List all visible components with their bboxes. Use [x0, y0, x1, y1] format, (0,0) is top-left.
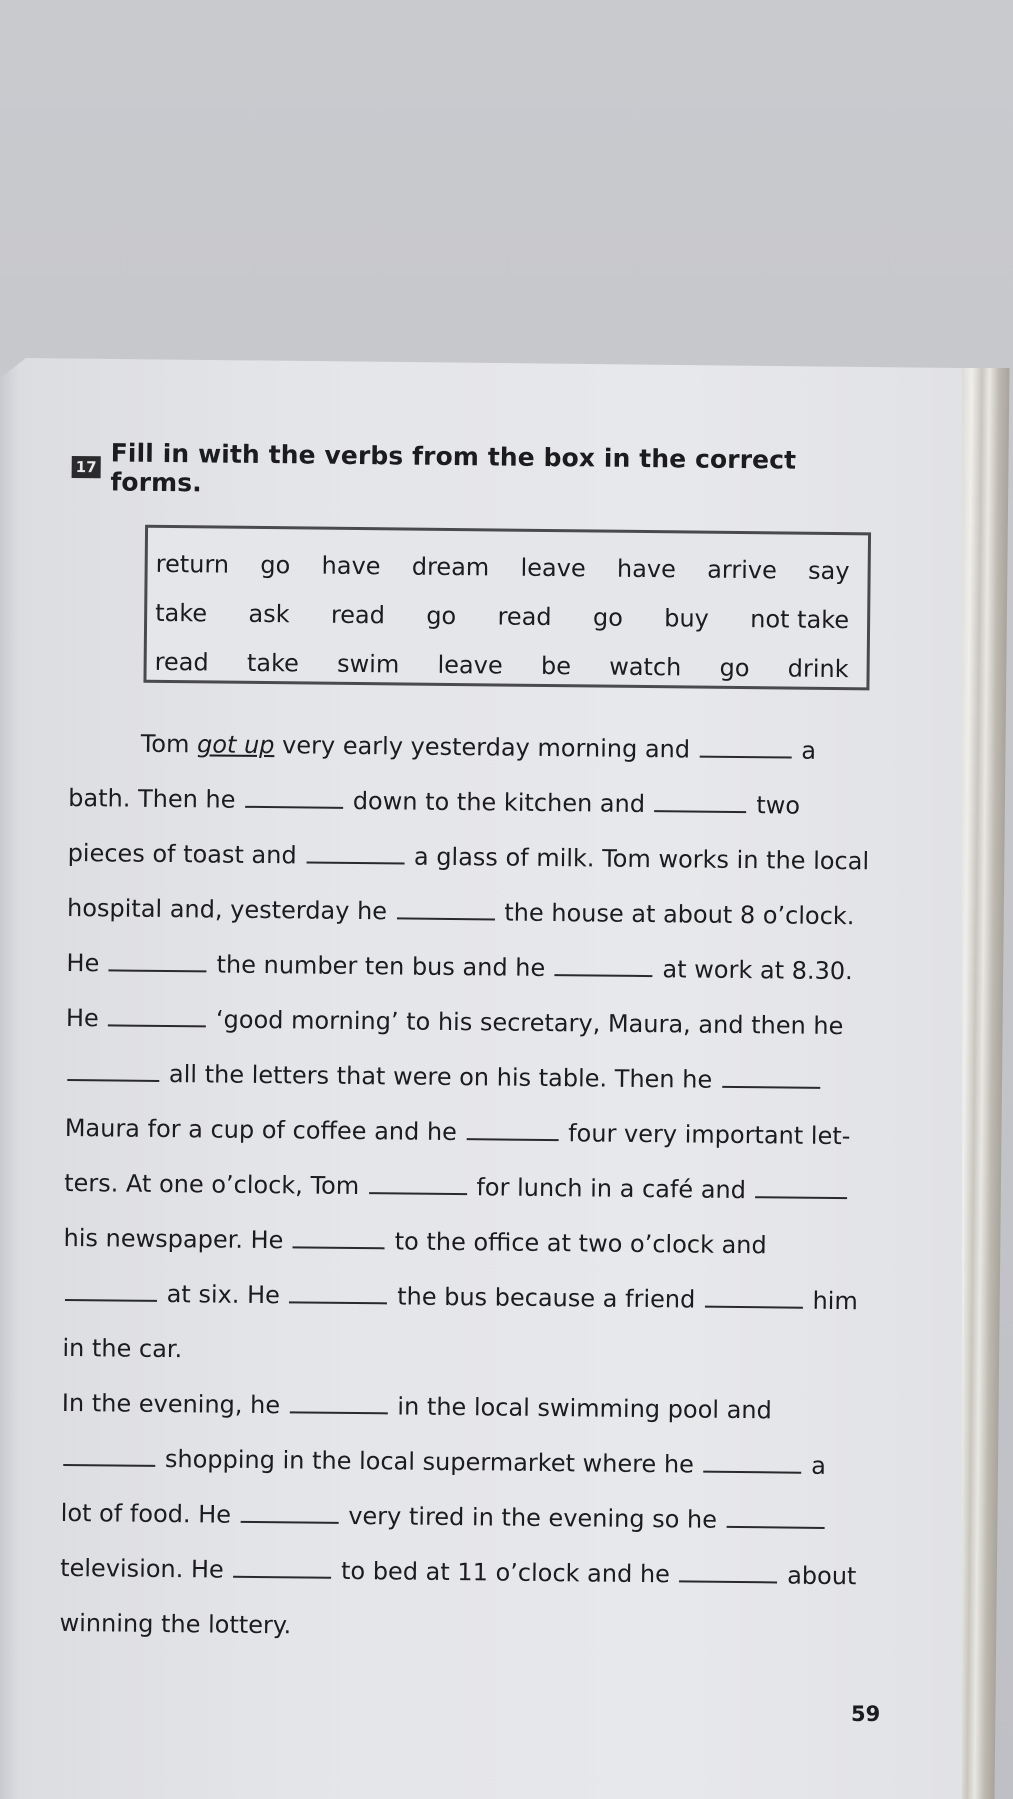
story-line [59, 1596, 880, 1660]
text-segment: the number ten bus and he [216, 950, 546, 982]
story-line [69, 716, 890, 780]
answer-blank[interactable] [466, 1124, 558, 1141]
answer-blank[interactable] [755, 1182, 847, 1199]
verb-word: buy [664, 604, 709, 633]
verb-word: have [321, 551, 381, 581]
text-segment: four very important let- [568, 1119, 851, 1151]
story-line [65, 1046, 886, 1110]
text-segment: him [812, 1286, 858, 1316]
story-line [60, 1486, 881, 1550]
story-line [60, 1541, 881, 1605]
verb-word: read [154, 647, 209, 677]
text-segment: In the evening, he [61, 1388, 281, 1420]
verb-row [155, 540, 849, 596]
verb-word: go [719, 653, 750, 683]
answer-blank[interactable] [722, 1072, 820, 1089]
text-segment: Tom [140, 729, 198, 759]
text-segment: television. He [60, 1553, 224, 1584]
text-segment: in the car. [62, 1333, 183, 1364]
verb-word: watch [609, 652, 682, 682]
text-segment: ‘good morning’ to his secretary, Maura, and then he [215, 1005, 844, 1041]
answer-blank[interactable] [67, 1065, 159, 1082]
verb-word: take [246, 648, 300, 678]
story-line [62, 1321, 883, 1385]
text-segment: a glass of milk. Tom works in the local [413, 842, 870, 876]
answer-blank[interactable] [245, 792, 343, 809]
text-segment: a [811, 1451, 827, 1480]
story-line [63, 1211, 884, 1275]
story-line [68, 771, 889, 835]
story-text [59, 716, 889, 1660]
text-segment: to the office at two o’clock and [394, 1227, 767, 1260]
text-segment: at work at 8.30. [662, 955, 853, 986]
answer-blank[interactable] [108, 1010, 206, 1027]
verb-word: leave [437, 650, 503, 680]
answer-blank[interactable] [397, 903, 495, 920]
text-segment: for lunch in a café and [476, 1173, 747, 1205]
story-line [62, 1376, 883, 1440]
example-answer: got up [196, 730, 275, 760]
story-line [64, 1101, 885, 1165]
exercise-number-badge: 17 [72, 456, 101, 478]
story-line [63, 1266, 884, 1330]
text-segment: in the local swimming pool and [397, 1392, 772, 1425]
answer-blank[interactable] [233, 1562, 331, 1579]
text-segment: all the letters that were on his table. Then he [168, 1060, 713, 1094]
exercise-content [59, 438, 892, 1660]
answer-blank[interactable] [65, 1285, 157, 1302]
answer-blank[interactable] [705, 1292, 803, 1309]
answer-blank[interactable] [679, 1566, 777, 1583]
answer-blank[interactable] [727, 1512, 825, 1529]
verb-word: drink [787, 654, 849, 684]
answer-blank[interactable] [289, 1287, 387, 1304]
text-segment: a [801, 736, 817, 765]
text-segment: pieces of toast and [67, 838, 297, 870]
verb-word: go [260, 550, 291, 580]
text-segment: down to the kitchen and [352, 786, 646, 819]
text-segment: lot of food. He [60, 1498, 232, 1529]
answer-blank[interactable] [703, 1457, 801, 1474]
text-segment: very tired in the evening so he [348, 1501, 718, 1534]
verb-box [143, 525, 871, 691]
answer-blank[interactable] [290, 1397, 388, 1414]
verb-word: have [616, 554, 677, 584]
text-segment: two [756, 791, 801, 820]
story-line [67, 826, 888, 890]
text-segment: He [66, 948, 100, 978]
verb-word: be [540, 651, 572, 681]
verb-word: not take [750, 605, 850, 635]
verb-word: swim [336, 649, 400, 679]
verb-word: say [807, 556, 850, 586]
answer-blank[interactable] [700, 742, 792, 759]
text-segment: ters. At one o’clock, Tom [64, 1168, 360, 1201]
story-line [64, 1156, 885, 1220]
text-segment: hospital and, yesterday he [66, 893, 388, 926]
page-number: 59 [851, 1702, 881, 1726]
verb-word: go [592, 603, 623, 632]
story-line [67, 881, 888, 945]
text-segment: the bus because a friend [397, 1282, 696, 1314]
verb-word: dream [411, 552, 490, 582]
verb-word: arrive [707, 555, 777, 585]
text-segment: winning the lottery. [59, 1608, 292, 1640]
verb-word: take [155, 598, 208, 628]
verb-row [155, 589, 849, 645]
story-line [61, 1431, 882, 1495]
answer-blank[interactable] [109, 955, 207, 972]
exercise-header [71, 438, 892, 505]
verb-word: return [155, 549, 230, 579]
answer-blank[interactable] [306, 847, 404, 864]
text-segment: the house at about 8 o’clock. [504, 898, 855, 931]
text-segment: to bed at 11 o’clock and he [340, 1556, 671, 1589]
answer-blank[interactable] [241, 1507, 339, 1524]
text-segment: shopping in the local supermarket where he [164, 1445, 695, 1479]
story-line [66, 936, 887, 1000]
story-line [66, 991, 887, 1055]
answer-blank[interactable] [293, 1232, 385, 1249]
text-segment: about [787, 1561, 857, 1591]
verb-word: go [426, 601, 457, 631]
verb-word: read [497, 602, 552, 632]
verb-word: ask [248, 599, 290, 629]
text-segment: his newspaper. He [63, 1223, 284, 1255]
answer-blank[interactable] [555, 960, 653, 977]
text-segment: Maura for a cup of coffee and he [64, 1113, 458, 1147]
exercise-instruction: Fill in with the verbs from the box in the correct forms. [110, 438, 797, 498]
verb-word: read [330, 600, 386, 630]
answer-blank[interactable] [655, 796, 747, 813]
verb-row [154, 638, 848, 694]
answer-blank[interactable] [369, 1178, 467, 1195]
text-segment: very early yesterday morning and [274, 731, 691, 764]
answer-blank[interactable] [63, 1450, 155, 1467]
text-segment: bath. Then he [68, 783, 236, 814]
text-segment: at six. He [166, 1280, 281, 1310]
text-segment: He [65, 1003, 99, 1033]
verb-word: leave [520, 553, 586, 583]
